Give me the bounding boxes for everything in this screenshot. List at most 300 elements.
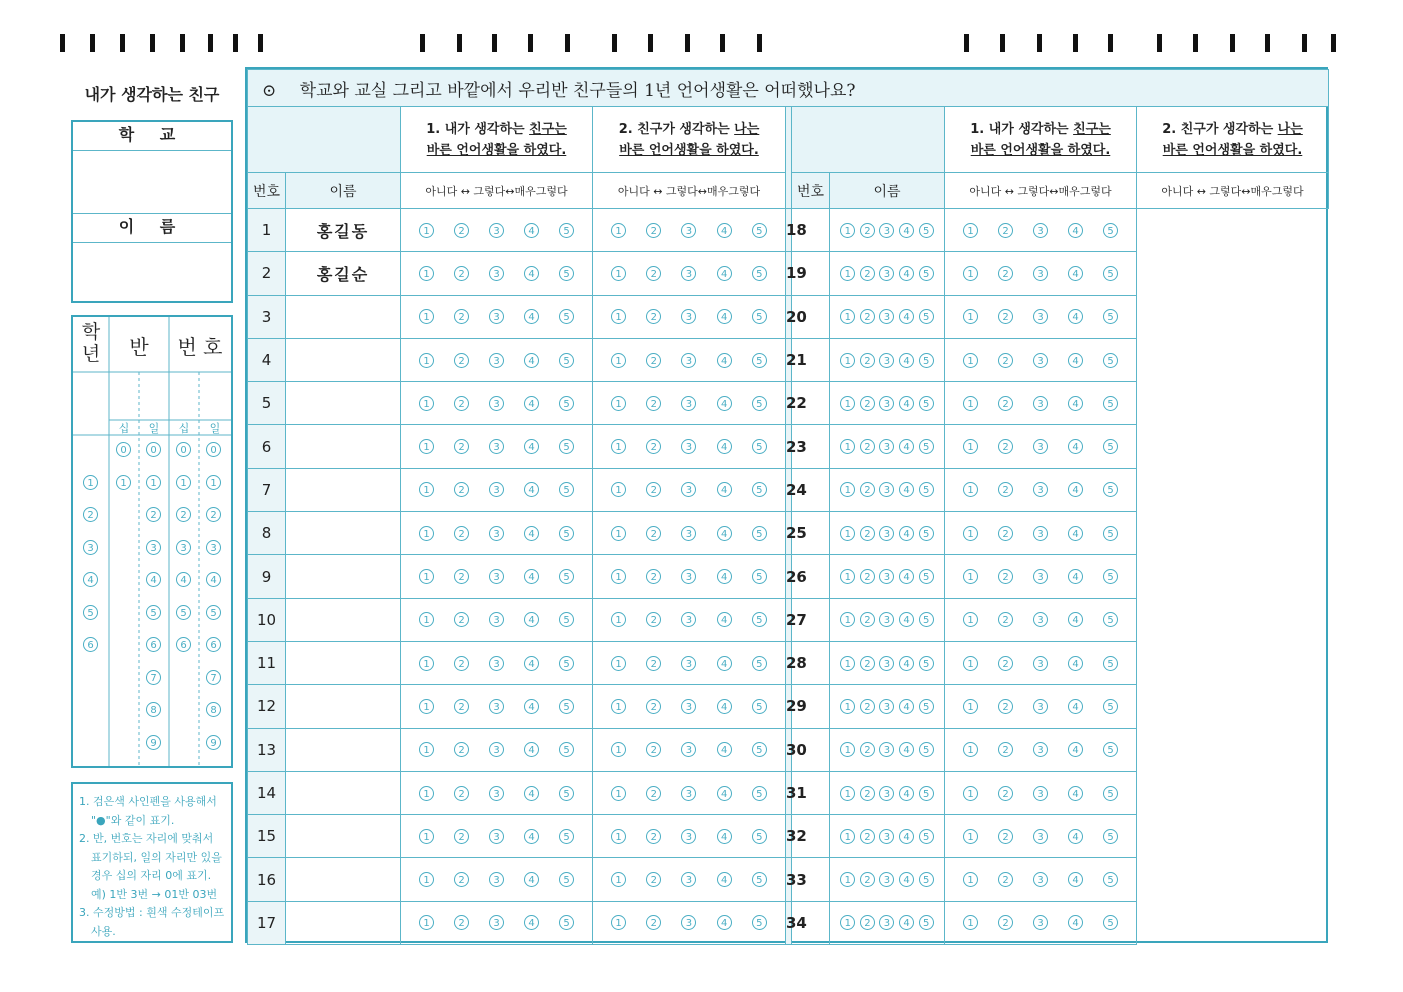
rating-bubble[interactable]: 3 bbox=[489, 872, 504, 887]
student-name[interactable]: 홍길동 bbox=[286, 209, 401, 252]
rating-bubble[interactable]: 3 bbox=[1033, 699, 1048, 714]
rating-bubble[interactable]: 4 bbox=[899, 482, 914, 497]
rating-bubble[interactable]: 2 bbox=[454, 699, 469, 714]
rating-bubble[interactable]: 2 bbox=[646, 439, 661, 454]
rating-bubble[interactable]: 4 bbox=[717, 699, 732, 714]
rating-bubble[interactable]: 4 bbox=[899, 829, 914, 844]
rating-bubble[interactable]: 1 bbox=[840, 223, 855, 238]
rating-bubble[interactable]: 2 bbox=[454, 872, 469, 887]
rating-bubble[interactable]: 1 bbox=[963, 569, 978, 584]
rating-bubble[interactable]: 3 bbox=[489, 656, 504, 671]
rating-bubble[interactable]: 3 bbox=[681, 786, 696, 801]
rating-bubble[interactable]: 5 bbox=[559, 742, 574, 757]
rating-bubble[interactable]: 3 bbox=[489, 266, 504, 281]
rating-bubble[interactable]: 3 bbox=[681, 223, 696, 238]
digit-bubble[interactable]: 5 bbox=[176, 605, 191, 620]
student-name[interactable] bbox=[286, 295, 401, 338]
rating-bubble[interactable]: 2 bbox=[860, 872, 875, 887]
rating-bubble[interactable]: 1 bbox=[840, 353, 855, 368]
rating-bubble[interactable]: 5 bbox=[752, 396, 767, 411]
digit-bubble[interactable]: 2 bbox=[83, 507, 98, 522]
rating-bubble[interactable]: 3 bbox=[1033, 266, 1048, 281]
rating-bubble[interactable]: 3 bbox=[681, 742, 696, 757]
rating-bubble[interactable]: 2 bbox=[646, 266, 661, 281]
digit-bubble[interactable]: 3 bbox=[176, 540, 191, 555]
rating-bubble[interactable]: 4 bbox=[1068, 569, 1083, 584]
rating-bubble[interactable]: 3 bbox=[879, 656, 894, 671]
rating-bubble[interactable]: 5 bbox=[1103, 872, 1118, 887]
rating-bubble[interactable]: 1 bbox=[840, 396, 855, 411]
name-field[interactable] bbox=[73, 243, 231, 301]
rating-bubble[interactable]: 3 bbox=[1033, 396, 1048, 411]
rating-bubble[interactable]: 1 bbox=[963, 353, 978, 368]
rating-bubble[interactable]: 2 bbox=[998, 699, 1013, 714]
rating-bubble[interactable]: 4 bbox=[1068, 829, 1083, 844]
rating-bubble[interactable]: 4 bbox=[1068, 612, 1083, 627]
rating-bubble[interactable]: 3 bbox=[489, 786, 504, 801]
rating-bubble[interactable]: 5 bbox=[919, 266, 934, 281]
rating-bubble[interactable]: 4 bbox=[899, 872, 914, 887]
rating-bubble[interactable]: 1 bbox=[963, 396, 978, 411]
rating-bubble[interactable]: 2 bbox=[454, 742, 469, 757]
rating-bubble[interactable]: 5 bbox=[919, 223, 934, 238]
rating-bubble[interactable]: 5 bbox=[559, 353, 574, 368]
rating-bubble[interactable]: 2 bbox=[998, 396, 1013, 411]
rating-bubble[interactable]: 3 bbox=[681, 353, 696, 368]
rating-bubble[interactable]: 2 bbox=[998, 439, 1013, 454]
digit-bubble[interactable]: 7 bbox=[146, 670, 161, 685]
digit-bubble[interactable]: 9 bbox=[206, 735, 221, 750]
rating-bubble[interactable]: 1 bbox=[611, 223, 626, 238]
rating-bubble[interactable]: 5 bbox=[1103, 829, 1118, 844]
rating-bubble[interactable]: 4 bbox=[899, 569, 914, 584]
rating-bubble[interactable]: 3 bbox=[489, 526, 504, 541]
student-name[interactable] bbox=[286, 771, 401, 814]
rating-bubble[interactable]: 5 bbox=[559, 223, 574, 238]
rating-bubble[interactable]: 2 bbox=[454, 266, 469, 281]
rating-bubble[interactable]: 3 bbox=[681, 569, 696, 584]
rating-bubble[interactable]: 5 bbox=[752, 482, 767, 497]
rating-bubble[interactable]: 5 bbox=[1103, 786, 1118, 801]
rating-bubble[interactable]: 4 bbox=[524, 439, 539, 454]
rating-bubble[interactable]: 2 bbox=[454, 786, 469, 801]
rating-bubble[interactable]: 3 bbox=[1033, 786, 1048, 801]
rating-bubble[interactable]: 5 bbox=[752, 656, 767, 671]
rating-bubble[interactable]: 1 bbox=[419, 829, 434, 844]
rating-bubble[interactable]: 1 bbox=[840, 482, 855, 497]
rating-bubble[interactable]: 5 bbox=[752, 309, 767, 324]
rating-bubble[interactable]: 1 bbox=[840, 915, 855, 930]
digit-bubble[interactable]: 1 bbox=[176, 475, 191, 490]
rating-bubble[interactable]: 5 bbox=[752, 786, 767, 801]
rating-bubble[interactable]: 2 bbox=[454, 482, 469, 497]
rating-bubble[interactable]: 3 bbox=[1033, 223, 1048, 238]
rating-bubble[interactable]: 4 bbox=[717, 612, 732, 627]
rating-bubble[interactable]: 2 bbox=[860, 829, 875, 844]
rating-bubble[interactable]: 2 bbox=[998, 786, 1013, 801]
rating-bubble[interactable]: 5 bbox=[1103, 482, 1118, 497]
student-name[interactable] bbox=[286, 685, 401, 728]
rating-bubble[interactable]: 4 bbox=[524, 266, 539, 281]
digit-bubble[interactable]: 6 bbox=[146, 637, 161, 652]
rating-bubble[interactable]: 5 bbox=[1103, 612, 1118, 627]
student-name[interactable] bbox=[286, 425, 401, 468]
rating-bubble[interactable]: 5 bbox=[752, 526, 767, 541]
rating-bubble[interactable]: 1 bbox=[611, 526, 626, 541]
digit-bubble[interactable]: 1 bbox=[146, 475, 161, 490]
rating-bubble[interactable]: 4 bbox=[899, 439, 914, 454]
digit-bubble[interactable]: 6 bbox=[83, 637, 98, 652]
rating-bubble[interactable]: 4 bbox=[1068, 223, 1083, 238]
rating-bubble[interactable]: 4 bbox=[524, 656, 539, 671]
rating-bubble[interactable]: 1 bbox=[611, 309, 626, 324]
rating-bubble[interactable]: 4 bbox=[524, 872, 539, 887]
student-name[interactable] bbox=[286, 598, 401, 641]
rating-bubble[interactable]: 1 bbox=[611, 829, 626, 844]
rating-bubble[interactable]: 3 bbox=[489, 742, 504, 757]
student-name[interactable] bbox=[286, 728, 401, 771]
rating-bubble[interactable]: 4 bbox=[717, 396, 732, 411]
student-name[interactable] bbox=[286, 555, 401, 598]
rating-bubble[interactable]: 1 bbox=[840, 439, 855, 454]
rating-bubble[interactable]: 1 bbox=[611, 699, 626, 714]
rating-bubble[interactable]: 4 bbox=[1068, 872, 1083, 887]
rating-bubble[interactable]: 2 bbox=[998, 612, 1013, 627]
rating-bubble[interactable]: 2 bbox=[646, 699, 661, 714]
rating-bubble[interactable]: 1 bbox=[419, 569, 434, 584]
rating-bubble[interactable]: 5 bbox=[919, 656, 934, 671]
digit-bubble[interactable]: 3 bbox=[83, 540, 98, 555]
rating-bubble[interactable]: 3 bbox=[681, 309, 696, 324]
rating-bubble[interactable]: 1 bbox=[419, 309, 434, 324]
rating-bubble[interactable]: 3 bbox=[879, 612, 894, 627]
rating-bubble[interactable]: 3 bbox=[879, 872, 894, 887]
rating-bubble[interactable]: 1 bbox=[963, 656, 978, 671]
rating-bubble[interactable]: 4 bbox=[524, 612, 539, 627]
rating-bubble[interactable]: 3 bbox=[879, 569, 894, 584]
rating-bubble[interactable]: 2 bbox=[646, 569, 661, 584]
rating-bubble[interactable]: 2 bbox=[860, 266, 875, 281]
rating-bubble[interactable]: 3 bbox=[879, 526, 894, 541]
rating-bubble[interactable]: 1 bbox=[611, 915, 626, 930]
rating-bubble[interactable]: 4 bbox=[524, 482, 539, 497]
rating-bubble[interactable]: 2 bbox=[454, 439, 469, 454]
rating-bubble[interactable]: 3 bbox=[681, 829, 696, 844]
rating-bubble[interactable]: 3 bbox=[1033, 482, 1048, 497]
rating-bubble[interactable]: 2 bbox=[998, 915, 1013, 930]
rating-bubble[interactable]: 2 bbox=[998, 569, 1013, 584]
rating-bubble[interactable]: 1 bbox=[840, 829, 855, 844]
rating-bubble[interactable]: 4 bbox=[1068, 309, 1083, 324]
rating-bubble[interactable]: 3 bbox=[879, 482, 894, 497]
rating-bubble[interactable]: 1 bbox=[840, 569, 855, 584]
rating-bubble[interactable]: 4 bbox=[717, 915, 732, 930]
digit-bubble[interactable]: 0 bbox=[206, 442, 221, 457]
rating-bubble[interactable]: 4 bbox=[524, 353, 539, 368]
rating-bubble[interactable]: 1 bbox=[963, 612, 978, 627]
digit-bubble[interactable]: 7 bbox=[206, 670, 221, 685]
rating-bubble[interactable]: 3 bbox=[1033, 656, 1048, 671]
digit-bubble[interactable]: 0 bbox=[146, 442, 161, 457]
rating-bubble[interactable]: 4 bbox=[899, 526, 914, 541]
rating-bubble[interactable]: 5 bbox=[559, 309, 574, 324]
rating-bubble[interactable]: 4 bbox=[1068, 482, 1083, 497]
digit-bubble[interactable]: 4 bbox=[206, 572, 221, 587]
rating-bubble[interactable]: 5 bbox=[752, 699, 767, 714]
rating-bubble[interactable]: 5 bbox=[752, 223, 767, 238]
rating-bubble[interactable]: 3 bbox=[1033, 829, 1048, 844]
rating-bubble[interactable]: 4 bbox=[717, 309, 732, 324]
digit-bubble[interactable]: 2 bbox=[206, 507, 221, 522]
rating-bubble[interactable]: 5 bbox=[559, 786, 574, 801]
rating-bubble[interactable]: 5 bbox=[919, 526, 934, 541]
rating-bubble[interactable]: 4 bbox=[899, 742, 914, 757]
rating-bubble[interactable]: 2 bbox=[646, 872, 661, 887]
rating-bubble[interactable]: 1 bbox=[611, 266, 626, 281]
rating-bubble[interactable]: 3 bbox=[489, 569, 504, 584]
rating-bubble[interactable]: 5 bbox=[752, 612, 767, 627]
rating-bubble[interactable]: 3 bbox=[1033, 872, 1048, 887]
rating-bubble[interactable]: 5 bbox=[919, 872, 934, 887]
rating-bubble[interactable]: 5 bbox=[1103, 699, 1118, 714]
rating-bubble[interactable]: 2 bbox=[860, 786, 875, 801]
rating-bubble[interactable]: 4 bbox=[524, 829, 539, 844]
rating-bubble[interactable]: 3 bbox=[681, 439, 696, 454]
student-name[interactable] bbox=[286, 815, 401, 858]
rating-bubble[interactable]: 2 bbox=[454, 612, 469, 627]
rating-bubble[interactable]: 1 bbox=[840, 742, 855, 757]
rating-bubble[interactable]: 3 bbox=[489, 699, 504, 714]
rating-bubble[interactable]: 3 bbox=[879, 309, 894, 324]
rating-bubble[interactable]: 3 bbox=[489, 612, 504, 627]
rating-bubble[interactable]: 4 bbox=[899, 396, 914, 411]
rating-bubble[interactable]: 2 bbox=[454, 829, 469, 844]
rating-bubble[interactable]: 1 bbox=[963, 526, 978, 541]
rating-bubble[interactable]: 5 bbox=[559, 872, 574, 887]
rating-bubble[interactable]: 1 bbox=[419, 439, 434, 454]
rating-bubble[interactable]: 5 bbox=[1103, 396, 1118, 411]
rating-bubble[interactable]: 4 bbox=[524, 742, 539, 757]
rating-bubble[interactable]: 4 bbox=[899, 309, 914, 324]
rating-bubble[interactable]: 3 bbox=[489, 309, 504, 324]
rating-bubble[interactable]: 4 bbox=[717, 266, 732, 281]
rating-bubble[interactable]: 1 bbox=[611, 439, 626, 454]
rating-bubble[interactable]: 4 bbox=[524, 309, 539, 324]
rating-bubble[interactable]: 4 bbox=[899, 915, 914, 930]
digit-bubble[interactable]: 6 bbox=[176, 637, 191, 652]
rating-bubble[interactable]: 3 bbox=[879, 266, 894, 281]
rating-bubble[interactable]: 3 bbox=[489, 915, 504, 930]
rating-bubble[interactable]: 5 bbox=[752, 829, 767, 844]
rating-bubble[interactable]: 3 bbox=[1033, 526, 1048, 541]
rating-bubble[interactable]: 1 bbox=[611, 396, 626, 411]
rating-bubble[interactable]: 2 bbox=[860, 482, 875, 497]
rating-bubble[interactable]: 1 bbox=[840, 612, 855, 627]
rating-bubble[interactable]: 2 bbox=[454, 526, 469, 541]
rating-bubble[interactable]: 1 bbox=[840, 699, 855, 714]
rating-bubble[interactable]: 3 bbox=[681, 526, 696, 541]
rating-bubble[interactable]: 2 bbox=[454, 656, 469, 671]
rating-bubble[interactable]: 5 bbox=[559, 439, 574, 454]
rating-bubble[interactable]: 4 bbox=[524, 223, 539, 238]
rating-bubble[interactable]: 4 bbox=[1068, 915, 1083, 930]
digit-bubble[interactable]: 9 bbox=[146, 735, 161, 750]
rating-bubble[interactable]: 4 bbox=[1068, 742, 1083, 757]
rating-bubble[interactable]: 3 bbox=[879, 439, 894, 454]
rating-bubble[interactable]: 5 bbox=[559, 829, 574, 844]
digit-bubble[interactable]: 4 bbox=[176, 572, 191, 587]
digit-bubble[interactable]: 1 bbox=[116, 475, 131, 490]
rating-bubble[interactable]: 5 bbox=[919, 569, 934, 584]
rating-bubble[interactable]: 1 bbox=[419, 353, 434, 368]
rating-bubble[interactable]: 5 bbox=[919, 699, 934, 714]
rating-bubble[interactable]: 2 bbox=[454, 915, 469, 930]
rating-bubble[interactable]: 5 bbox=[919, 439, 934, 454]
rating-bubble[interactable]: 4 bbox=[524, 699, 539, 714]
rating-bubble[interactable]: 2 bbox=[998, 353, 1013, 368]
rating-bubble[interactable]: 1 bbox=[611, 786, 626, 801]
digit-bubble[interactable]: 1 bbox=[83, 475, 98, 490]
rating-bubble[interactable]: 2 bbox=[646, 656, 661, 671]
rating-bubble[interactable]: 4 bbox=[899, 699, 914, 714]
rating-bubble[interactable]: 2 bbox=[860, 526, 875, 541]
rating-bubble[interactable]: 5 bbox=[752, 569, 767, 584]
digit-bubble[interactable]: 4 bbox=[83, 572, 98, 587]
rating-bubble[interactable]: 2 bbox=[860, 396, 875, 411]
rating-bubble[interactable]: 3 bbox=[489, 482, 504, 497]
rating-bubble[interactable]: 1 bbox=[840, 872, 855, 887]
rating-bubble[interactable]: 3 bbox=[681, 656, 696, 671]
rating-bubble[interactable]: 3 bbox=[489, 439, 504, 454]
rating-bubble[interactable]: 4 bbox=[717, 786, 732, 801]
rating-bubble[interactable]: 3 bbox=[681, 872, 696, 887]
rating-bubble[interactable]: 5 bbox=[1103, 439, 1118, 454]
rating-bubble[interactable]: 4 bbox=[717, 439, 732, 454]
rating-bubble[interactable]: 4 bbox=[717, 872, 732, 887]
student-name[interactable] bbox=[286, 512, 401, 555]
rating-bubble[interactable]: 5 bbox=[1103, 223, 1118, 238]
rating-bubble[interactable]: 4 bbox=[899, 223, 914, 238]
student-name[interactable] bbox=[286, 468, 401, 511]
digit-bubble[interactable]: 4 bbox=[146, 572, 161, 587]
rating-bubble[interactable]: 4 bbox=[899, 353, 914, 368]
rating-bubble[interactable]: 2 bbox=[998, 526, 1013, 541]
rating-bubble[interactable]: 1 bbox=[840, 309, 855, 324]
rating-bubble[interactable]: 4 bbox=[524, 396, 539, 411]
rating-bubble[interactable]: 4 bbox=[1068, 656, 1083, 671]
digit-bubble[interactable]: 0 bbox=[176, 442, 191, 457]
rating-bubble[interactable]: 4 bbox=[1068, 699, 1083, 714]
rating-bubble[interactable]: 5 bbox=[559, 569, 574, 584]
rating-bubble[interactable]: 2 bbox=[646, 829, 661, 844]
rating-bubble[interactable]: 5 bbox=[1103, 569, 1118, 584]
rating-bubble[interactable]: 2 bbox=[454, 223, 469, 238]
student-name[interactable] bbox=[286, 382, 401, 425]
rating-bubble[interactable]: 2 bbox=[998, 742, 1013, 757]
rating-bubble[interactable]: 1 bbox=[840, 266, 855, 281]
student-name[interactable] bbox=[286, 641, 401, 684]
rating-bubble[interactable]: 3 bbox=[879, 915, 894, 930]
rating-bubble[interactable]: 2 bbox=[454, 309, 469, 324]
rating-bubble[interactable]: 2 bbox=[998, 309, 1013, 324]
digit-bubble[interactable]: 8 bbox=[206, 702, 221, 717]
rating-bubble[interactable]: 4 bbox=[717, 223, 732, 238]
rating-bubble[interactable]: 5 bbox=[919, 786, 934, 801]
rating-bubble[interactable]: 1 bbox=[963, 266, 978, 281]
rating-bubble[interactable]: 4 bbox=[717, 482, 732, 497]
rating-bubble[interactable]: 5 bbox=[752, 742, 767, 757]
rating-bubble[interactable]: 4 bbox=[524, 569, 539, 584]
rating-bubble[interactable]: 3 bbox=[681, 915, 696, 930]
school-field[interactable] bbox=[73, 151, 231, 214]
rating-bubble[interactable]: 5 bbox=[919, 309, 934, 324]
rating-bubble[interactable]: 3 bbox=[879, 353, 894, 368]
rating-bubble[interactable]: 4 bbox=[1068, 266, 1083, 281]
rating-bubble[interactable]: 5 bbox=[1103, 915, 1118, 930]
rating-bubble[interactable]: 1 bbox=[840, 786, 855, 801]
rating-bubble[interactable]: 1 bbox=[419, 396, 434, 411]
rating-bubble[interactable]: 1 bbox=[840, 526, 855, 541]
digit-bubble[interactable]: 8 bbox=[146, 702, 161, 717]
rating-bubble[interactable]: 2 bbox=[860, 742, 875, 757]
digit-bubble[interactable]: 1 bbox=[206, 475, 221, 490]
rating-bubble[interactable]: 5 bbox=[1103, 526, 1118, 541]
rating-bubble[interactable]: 3 bbox=[1033, 742, 1048, 757]
rating-bubble[interactable]: 4 bbox=[1068, 353, 1083, 368]
rating-bubble[interactable]: 3 bbox=[879, 742, 894, 757]
rating-bubble[interactable]: 2 bbox=[860, 353, 875, 368]
rating-bubble[interactable]: 1 bbox=[611, 482, 626, 497]
rating-bubble[interactable]: 5 bbox=[1103, 742, 1118, 757]
rating-bubble[interactable]: 5 bbox=[919, 396, 934, 411]
rating-bubble[interactable]: 4 bbox=[1068, 526, 1083, 541]
rating-bubble[interactable]: 2 bbox=[454, 569, 469, 584]
rating-bubble[interactable]: 1 bbox=[611, 656, 626, 671]
rating-bubble[interactable]: 3 bbox=[1033, 569, 1048, 584]
rating-bubble[interactable]: 3 bbox=[879, 699, 894, 714]
rating-bubble[interactable]: 3 bbox=[1033, 915, 1048, 930]
rating-bubble[interactable]: 1 bbox=[419, 742, 434, 757]
rating-bubble[interactable]: 3 bbox=[681, 699, 696, 714]
rating-bubble[interactable]: 5 bbox=[1103, 353, 1118, 368]
rating-bubble[interactable]: 2 bbox=[998, 482, 1013, 497]
rating-bubble[interactable]: 2 bbox=[646, 742, 661, 757]
rating-bubble[interactable]: 1 bbox=[419, 786, 434, 801]
rating-bubble[interactable]: 2 bbox=[998, 266, 1013, 281]
rating-bubble[interactable]: 5 bbox=[559, 396, 574, 411]
rating-bubble[interactable]: 1 bbox=[419, 915, 434, 930]
rating-bubble[interactable]: 1 bbox=[611, 742, 626, 757]
rating-bubble[interactable]: 4 bbox=[717, 353, 732, 368]
rating-bubble[interactable]: 5 bbox=[752, 353, 767, 368]
rating-bubble[interactable]: 4 bbox=[899, 656, 914, 671]
rating-bubble[interactable]: 4 bbox=[524, 526, 539, 541]
rating-bubble[interactable]: 5 bbox=[559, 915, 574, 930]
rating-bubble[interactable]: 4 bbox=[1068, 439, 1083, 454]
rating-bubble[interactable]: 2 bbox=[998, 656, 1013, 671]
digit-bubble[interactable]: 6 bbox=[206, 637, 221, 652]
rating-bubble[interactable]: 1 bbox=[840, 656, 855, 671]
rating-bubble[interactable]: 5 bbox=[1103, 266, 1118, 281]
rating-bubble[interactable]: 1 bbox=[611, 612, 626, 627]
rating-bubble[interactable]: 2 bbox=[646, 482, 661, 497]
rating-bubble[interactable]: 4 bbox=[717, 829, 732, 844]
rating-bubble[interactable]: 5 bbox=[559, 699, 574, 714]
digit-bubble[interactable]: 3 bbox=[146, 540, 161, 555]
rating-bubble[interactable]: 3 bbox=[1033, 309, 1048, 324]
rating-bubble[interactable]: 2 bbox=[454, 396, 469, 411]
rating-bubble[interactable]: 1 bbox=[419, 656, 434, 671]
